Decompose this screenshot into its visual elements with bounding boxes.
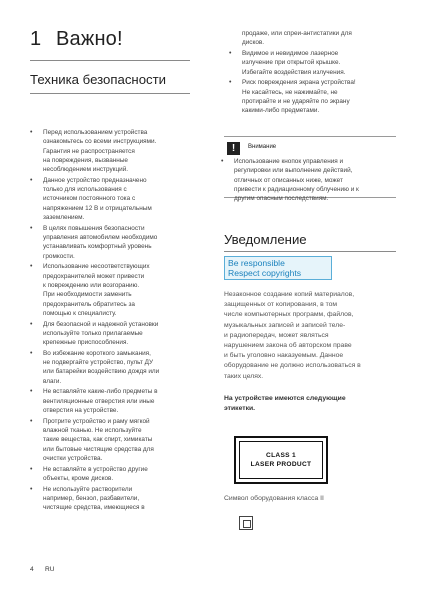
warning-box xyxy=(221,136,396,203)
list-item: • В целях повышения безопасности управления автомобилем необходимо устанавливать комфортный уровень громкости. xyxy=(30,224,158,260)
list-item: • Видимое и невидимое лазерное излучение при открытой крышке. Избегайте воздействия излучения. xyxy=(229,49,346,76)
list-item: • Протрите устройство и раму мягкой влажной тканью. Не используйте такие вещества, как спирт, химикаты или бытовые чистящие средства для очистки устройства. xyxy=(30,417,154,462)
bullet-icon: • xyxy=(229,79,232,87)
bullet-icon: • xyxy=(30,349,33,357)
warning-list xyxy=(221,157,392,205)
laser-line-1: CLASS 1 xyxy=(266,452,296,459)
exclamation-icon: ! xyxy=(227,142,240,155)
laser-line-2: LASER PRODUCT xyxy=(250,461,312,468)
chapter-title xyxy=(30,28,123,51)
warning-title: Внимание xyxy=(248,144,277,150)
list-item: • Использование кнопок управления и регулировки или выполнение действий, отличных от описанных ниже, может привести к радиационному облучению и к другим опасным последствиям. xyxy=(221,158,359,203)
bullet-icon: • xyxy=(221,158,224,165)
list-item: • Не вставляйте какие-либо предметы в вентиляционные отверстия или иные отверстия на устройстве. xyxy=(30,388,158,414)
badge-line-1: Be responsible xyxy=(228,258,285,268)
double-square-icon xyxy=(239,516,253,530)
safety-list-right xyxy=(229,49,392,115)
bullet-icon: • xyxy=(30,465,33,473)
page-number: 4 xyxy=(30,566,34,573)
chapter-heading: Важно! xyxy=(56,28,123,50)
bullet-icon: • xyxy=(30,417,33,425)
chapter-rule xyxy=(30,60,190,61)
chapter-number: 1 xyxy=(30,28,42,50)
safety-rule xyxy=(30,93,190,94)
bullet-icon: • xyxy=(30,485,33,493)
bullet-icon: • xyxy=(30,129,33,136)
list-item: • Риск повреждения экрана устройства! Не касайтесь, не нажимайте, не протирайте и не ударяйте по экрану какими-либо предметами. xyxy=(229,79,356,115)
copyright-badge xyxy=(224,256,332,280)
list-item: • Перед использованием устройства ознакомьтесь со всеми инструкциями. Гарантия не распространяется на повреждения, вызванные несоблюдением инструкций. xyxy=(30,129,157,174)
notice-title: Уведомление xyxy=(224,232,307,247)
bullet-icon: • xyxy=(30,224,33,232)
safety-list xyxy=(30,128,189,514)
language-code: RU xyxy=(45,566,55,573)
class-symbol-caption: Символ оборудования класса II xyxy=(224,495,324,502)
list-item: • Использование несоответствующих предохранителей может привести к повреждению или возгоранию. При необходимости заменить предохранитель обратитесь за помощью к специалисту. xyxy=(30,263,150,317)
safety-title: Техника безопасности xyxy=(30,72,167,87)
list-item: • Данное устройство предназначено только для использования с источником постоянного тока с напряжением 12 В и отрицательным заземлением. xyxy=(30,176,152,222)
safety-continuation xyxy=(229,29,392,117)
bullet-icon: • xyxy=(30,320,33,328)
laser-product-label xyxy=(234,436,328,484)
list-item: • Не используйте растворители например, бензол, разбавители, чистящие средства, имеющиеся в xyxy=(30,485,145,512)
continuation-text: продаже, или спреи-антистатики для дисков. xyxy=(242,30,352,47)
list-item: • Во избежание короткого замыкания, не подвергайте устройство, пульт ДУ или батарейки воздействию дождя или влаги. xyxy=(30,349,160,385)
bullet-icon: • xyxy=(30,388,33,396)
badge-line-2: Respect copyrights xyxy=(228,268,302,278)
list-item: • Не вставляйте в устройство другие объекты, кроме дисков. xyxy=(30,465,148,482)
labels-lead: На устройстве имеются следующие этикетки. xyxy=(224,395,346,413)
bullet-icon: • xyxy=(229,49,232,57)
notice-rule xyxy=(224,251,396,252)
bullet-icon: • xyxy=(30,176,33,184)
copyright-paragraph: Незаконное создание копий материалов, защищенных от копирования, в том числе компьютерных программ, файлов, музыкальных записей и записей теле- и радиопередач, может являться нарушением закона об авторском праве и быть уголовно наказуемым. Данное оборудование не должно использоваться в таких целях. xyxy=(224,291,361,380)
list-item: • Для безопасной и надежной установки используйте только прилагаемые крепежные приспособления. xyxy=(30,320,159,347)
bullet-icon: • xyxy=(30,263,33,271)
